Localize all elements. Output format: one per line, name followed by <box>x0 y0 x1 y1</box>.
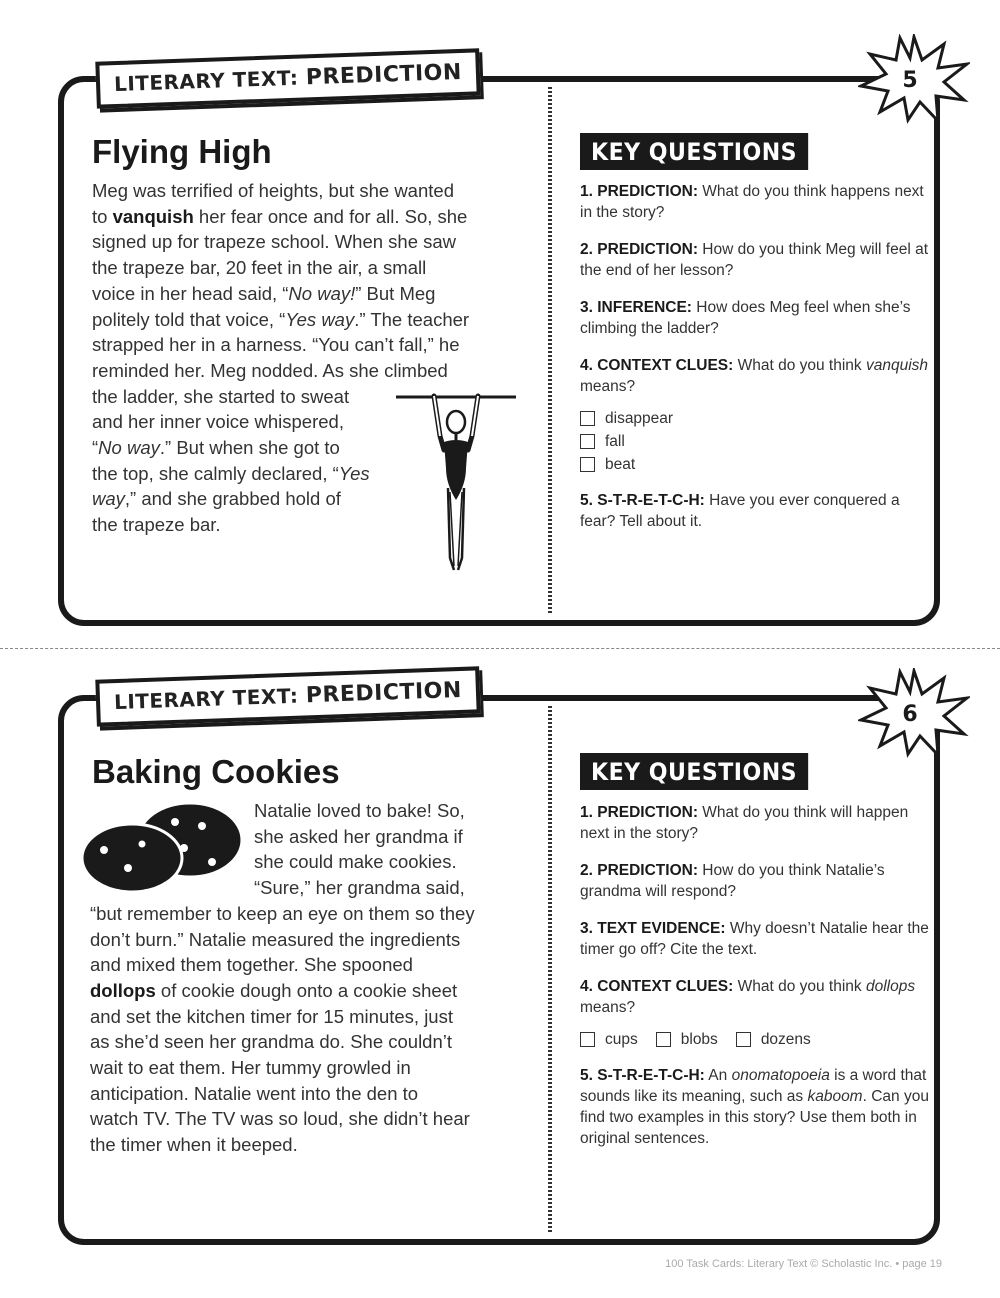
key-questions-heading: KEY QUESTIONS <box>580 133 808 170</box>
passage-line: the trapeze bar. <box>92 514 221 536</box>
checkbox-icon[interactable] <box>656 1032 671 1047</box>
passage-line: “No way.” But when she got to <box>92 437 340 459</box>
passage-line: “Sure,” her grandma said, <box>254 877 465 899</box>
question-2: 2. PREDICTION: How do you think Meg will feel at the end of her lesson? <box>580 241 929 279</box>
question-1: 1. PREDICTION: What do you think will happen next in the story? <box>580 804 909 842</box>
answer-options <box>580 1028 930 1051</box>
question-4: 4. CONTEXT CLUES: What do you think dollops means? <box>580 978 916 1016</box>
question-3: 3. INFERENCE: How does Meg feel when she’s climbing the ladder? <box>580 299 911 337</box>
card-number: 6 <box>902 702 918 727</box>
passage-line: and her inner voice whispered, <box>92 411 344 433</box>
passage-line: the top, she calmly declared, “Yes <box>92 462 370 484</box>
passage-line: way,” and she grabbed hold of <box>92 488 341 510</box>
tab-keyword: PREDICTION <box>305 59 463 91</box>
passage-line: the trapeze bar, 20 feet in the air, a small <box>92 257 427 279</box>
key-questions-heading: KEY QUESTIONS <box>580 753 808 790</box>
passage-line: dollops of cookie dough onto a cookie sheet <box>90 979 458 1001</box>
passage-line: “but remember to keep an eye on them so they <box>90 902 475 924</box>
question-list <box>580 181 930 548</box>
passage-line: voice in her head said, “No way!” But Meg <box>92 282 436 304</box>
passage-line: reminded her. Meg nodded. As she climbed <box>92 359 448 381</box>
passage-line: signed up for trapeze school. When she saw <box>92 231 457 253</box>
question-1: 1. PREDICTION: What do you think happens next in the story? <box>580 183 924 221</box>
passage-line: the timer when it beeped. <box>90 1134 298 1156</box>
passage-line: she could make cookies. <box>254 851 457 873</box>
card-6-divider <box>548 706 552 1233</box>
passage-line: as she’d seen her grandma do. She couldn’t <box>90 1031 453 1053</box>
question-5: 5. S-T-R-E-T-C-H: An onomatopoeia is a word that sounds like its meaning, such as kaboom. Can you find two examples in this story? Use them both in original sentences. <box>580 1067 929 1147</box>
starburst-icon <box>858 668 970 758</box>
card-5-divider <box>548 87 552 614</box>
checkbox-icon[interactable] <box>736 1032 751 1047</box>
passage-line: anticipation. Natalie went into the den to <box>90 1082 419 1104</box>
cut-line <box>0 648 1000 649</box>
passage-line: Natalie loved to bake! So, <box>254 800 465 821</box>
page-footer: 100 Task Cards: Literary Text © Scholastic Inc. • page 19 <box>665 1258 942 1270</box>
passage-line: she asked her grandma if <box>254 825 463 847</box>
checkbox-icon[interactable] <box>580 411 595 426</box>
answer-options <box>580 407 930 476</box>
starburst-icon <box>858 34 970 124</box>
passage-line: politely told that voice, “Yes way.” The teacher <box>92 308 470 330</box>
passage-line: watch TV. The TV was so loud, she didn’t hear <box>90 1108 470 1130</box>
checkbox-icon[interactable] <box>580 1032 595 1047</box>
story-title: Baking Cookies <box>92 753 340 790</box>
option-checkbox[interactable]: blobs <box>656 1028 718 1051</box>
passage-line: don’t burn.” Natalie measured the ingredients <box>90 928 461 950</box>
passage-line: and set the kitchen timer for 15 minutes, just <box>90 1005 453 1027</box>
story-title: Flying High <box>92 133 272 170</box>
passage-line: to vanquish her fear once and for all. So, she <box>92 205 468 227</box>
option-checkbox[interactable]: disappear <box>580 407 930 430</box>
tab-prefix: LITERARY TEXT: <box>113 65 299 97</box>
passage-line: the ladder, she started to sweat <box>92 385 350 407</box>
question-5: 5. S-T-R-E-T-C-H: Have you ever conquered a fear? Tell about it. <box>580 492 900 530</box>
option-checkbox[interactable]: dozens <box>736 1028 811 1051</box>
question-2: 2. PREDICTION: How do you think Natalie’s grandma will respond? <box>580 862 885 900</box>
option-checkbox[interactable]: fall <box>580 430 930 453</box>
trapeze-girl-icon <box>396 388 518 576</box>
passage-line: and mixed them together. She spooned <box>90 954 413 976</box>
card-number: 5 <box>902 68 918 93</box>
option-checkbox[interactable]: cups <box>580 1028 638 1051</box>
question-3: 3. TEXT EVIDENCE: Why doesn’t Natalie hear the timer go off? Cite the text. <box>580 920 929 958</box>
cookies-icon <box>80 800 245 896</box>
checkbox-icon[interactable] <box>580 434 595 449</box>
tab-prefix: LITERARY TEXT: <box>113 683 299 715</box>
question-list <box>580 802 930 1165</box>
checkbox-icon[interactable] <box>580 457 595 472</box>
passage-line: wait to eat them. Her tummy growled in <box>90 1057 411 1079</box>
option-checkbox[interactable]: beat <box>580 453 930 476</box>
question-4: 4. CONTEXT CLUES: What do you think vanquish means? <box>580 357 929 395</box>
passage-line: Meg was terrified of heights, but she wanted <box>92 180 454 201</box>
tab-keyword: PREDICTION <box>305 677 463 709</box>
passage-line: strapped her in a harness. “You can’t fall,” he <box>92 334 460 356</box>
